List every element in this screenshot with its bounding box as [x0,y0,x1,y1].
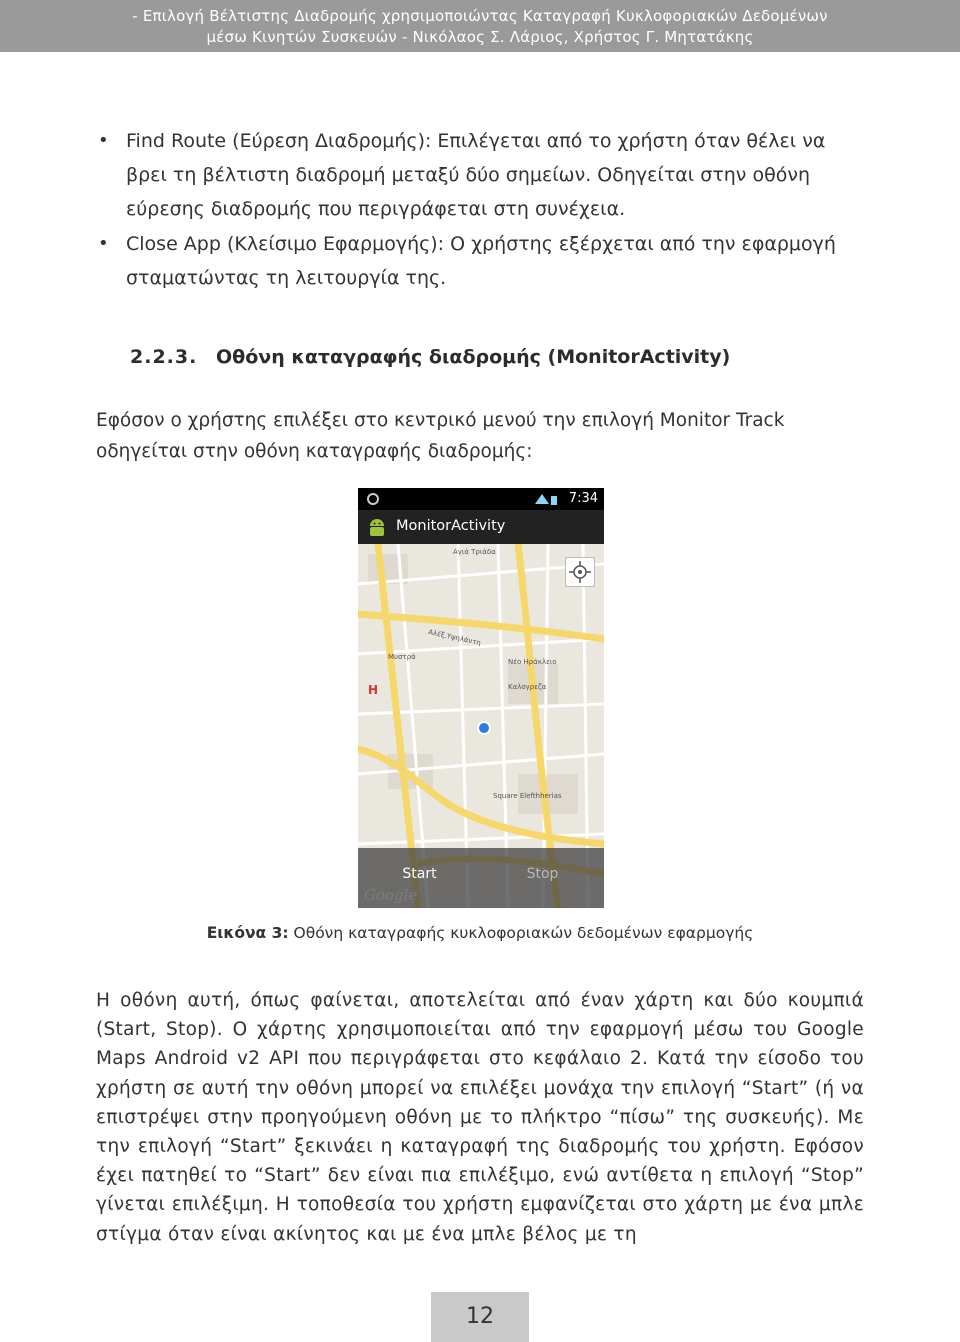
status-time: 7:34 [568,491,598,506]
list-item [96,227,866,295]
body-paragraph: Η οθόνη αυτή, όπως φαίνεται, αποτελείται από έναν χάρτη και δύο κουμπιά (Start, Stop). Ο χάρτης χρησιμοποιείται από την εφαρμογή μέσω του Google Maps Android v2 API που περιγράφεται στο κεφάλαιο 2. Κατά την είσοδο του χρήστη σε αυτή την οθόνη μπορεί να επιλέξει μονάχα την επιλογή “Start” (ή να επιστρέψει στην προηγούμενη οθόνη με το πλήκτρο “πίσω” της συσκευής). Με την επιλογή “Start” ξεκινάει η καταγραφή της διαδρομής του χρήστη. Εφόσον έχει πατηθεί το “Start” δεν είναι πια επιλέξιμο, ενώ αντίθετα η επιλογή “Stop” γίνεται επιλέξιμη. Η τοποθεσία του χρήστη εμφανίζεται στο χάρτη με ένα μπλε στίγμα όταν είναι ακίνητος και με ένα μπλε βέλος με τη [96,990,864,1245]
running-header [0,0,960,52]
app-title: MonitorActivity [396,518,506,534]
crosshair-icon [566,558,594,586]
running-header-line-1: - Επιλογή Βέλτιστης Διαδρομής χρησιμοποιώντας Καταγραφή Κυκλοφοριακών Δεδομένων [132,7,828,25]
caption-label: Εικόνα 3: [206,924,289,942]
list-item [96,124,866,226]
page-number: 12 [431,1292,529,1342]
section-heading [130,346,730,368]
svg-text:Αγιά Τριάδα: Αγιά Τριάδα [453,548,496,556]
google-logo: Google [364,886,418,904]
svg-text:Μυστρά: Μυστρά [388,653,416,661]
list-item-text: Close App (Κλείσιμο Εφαρμογής): Ο χρήστης εξέρχεται από την εφαρμογή σταματώντας τη λειτουργία της. [126,233,836,289]
phone-screenshot [358,488,604,908]
status-bar [358,488,604,510]
svg-text:Καλογρεζα: Καλογρεζα [508,683,547,691]
svg-text:Αλέξ.Υψηλάντη: Αλέξ.Υψηλάντη [427,628,482,648]
list-item-text: Find Route (Εύρεση Διαδρομής): Επιλέγεται από το χρήστη όταν θέλει να βρει τη βέλτιστη διαδρομή μεταξύ δύο σημείων. Οδηγείται στην οθόνη εύρεσης διαδρομής που περιγράφεται στη συνέχεια. [126,130,826,220]
stop-button[interactable]: Stop [526,866,559,882]
action-bar [358,510,604,544]
section-title: Οθόνη καταγραφής διαδρομής (MonitorActivity) [216,346,731,368]
signal-icon [534,492,558,506]
figure-caption [0,924,960,942]
notification-icon [366,492,380,506]
running-header-line-2: μέσω Κινητών Συσκευών - Νικόλαος Σ. Λάριος, Χρήστος Γ. Μητατάκης [206,28,754,46]
android-icon [366,516,388,538]
start-button[interactable]: Start [402,866,437,882]
bullet-icon: • [98,130,109,151]
svg-text:Νέο Ηράκλειο: Νέο Ηράκλειο [508,658,557,666]
svg-text:Square Elefthherias: Square Elefthherias [493,792,562,800]
intro-paragraph: Εφόσον ο χρήστης επιλέξει στο κεντρικό μενού την επιλογή Monitor Track οδηγείται στην οθόνη καταγραφής διαδρομής: [96,410,785,462]
section-number: 2.2.3. [130,346,198,368]
my-location-button[interactable] [565,557,595,587]
caption-text: Οθόνη καταγραφής κυκλοφοριακών δεδομένων εφαρμογής [293,924,754,942]
svg-text:H: H [368,683,379,697]
bullet-icon: • [98,233,109,254]
menu-options-list [96,124,866,296]
